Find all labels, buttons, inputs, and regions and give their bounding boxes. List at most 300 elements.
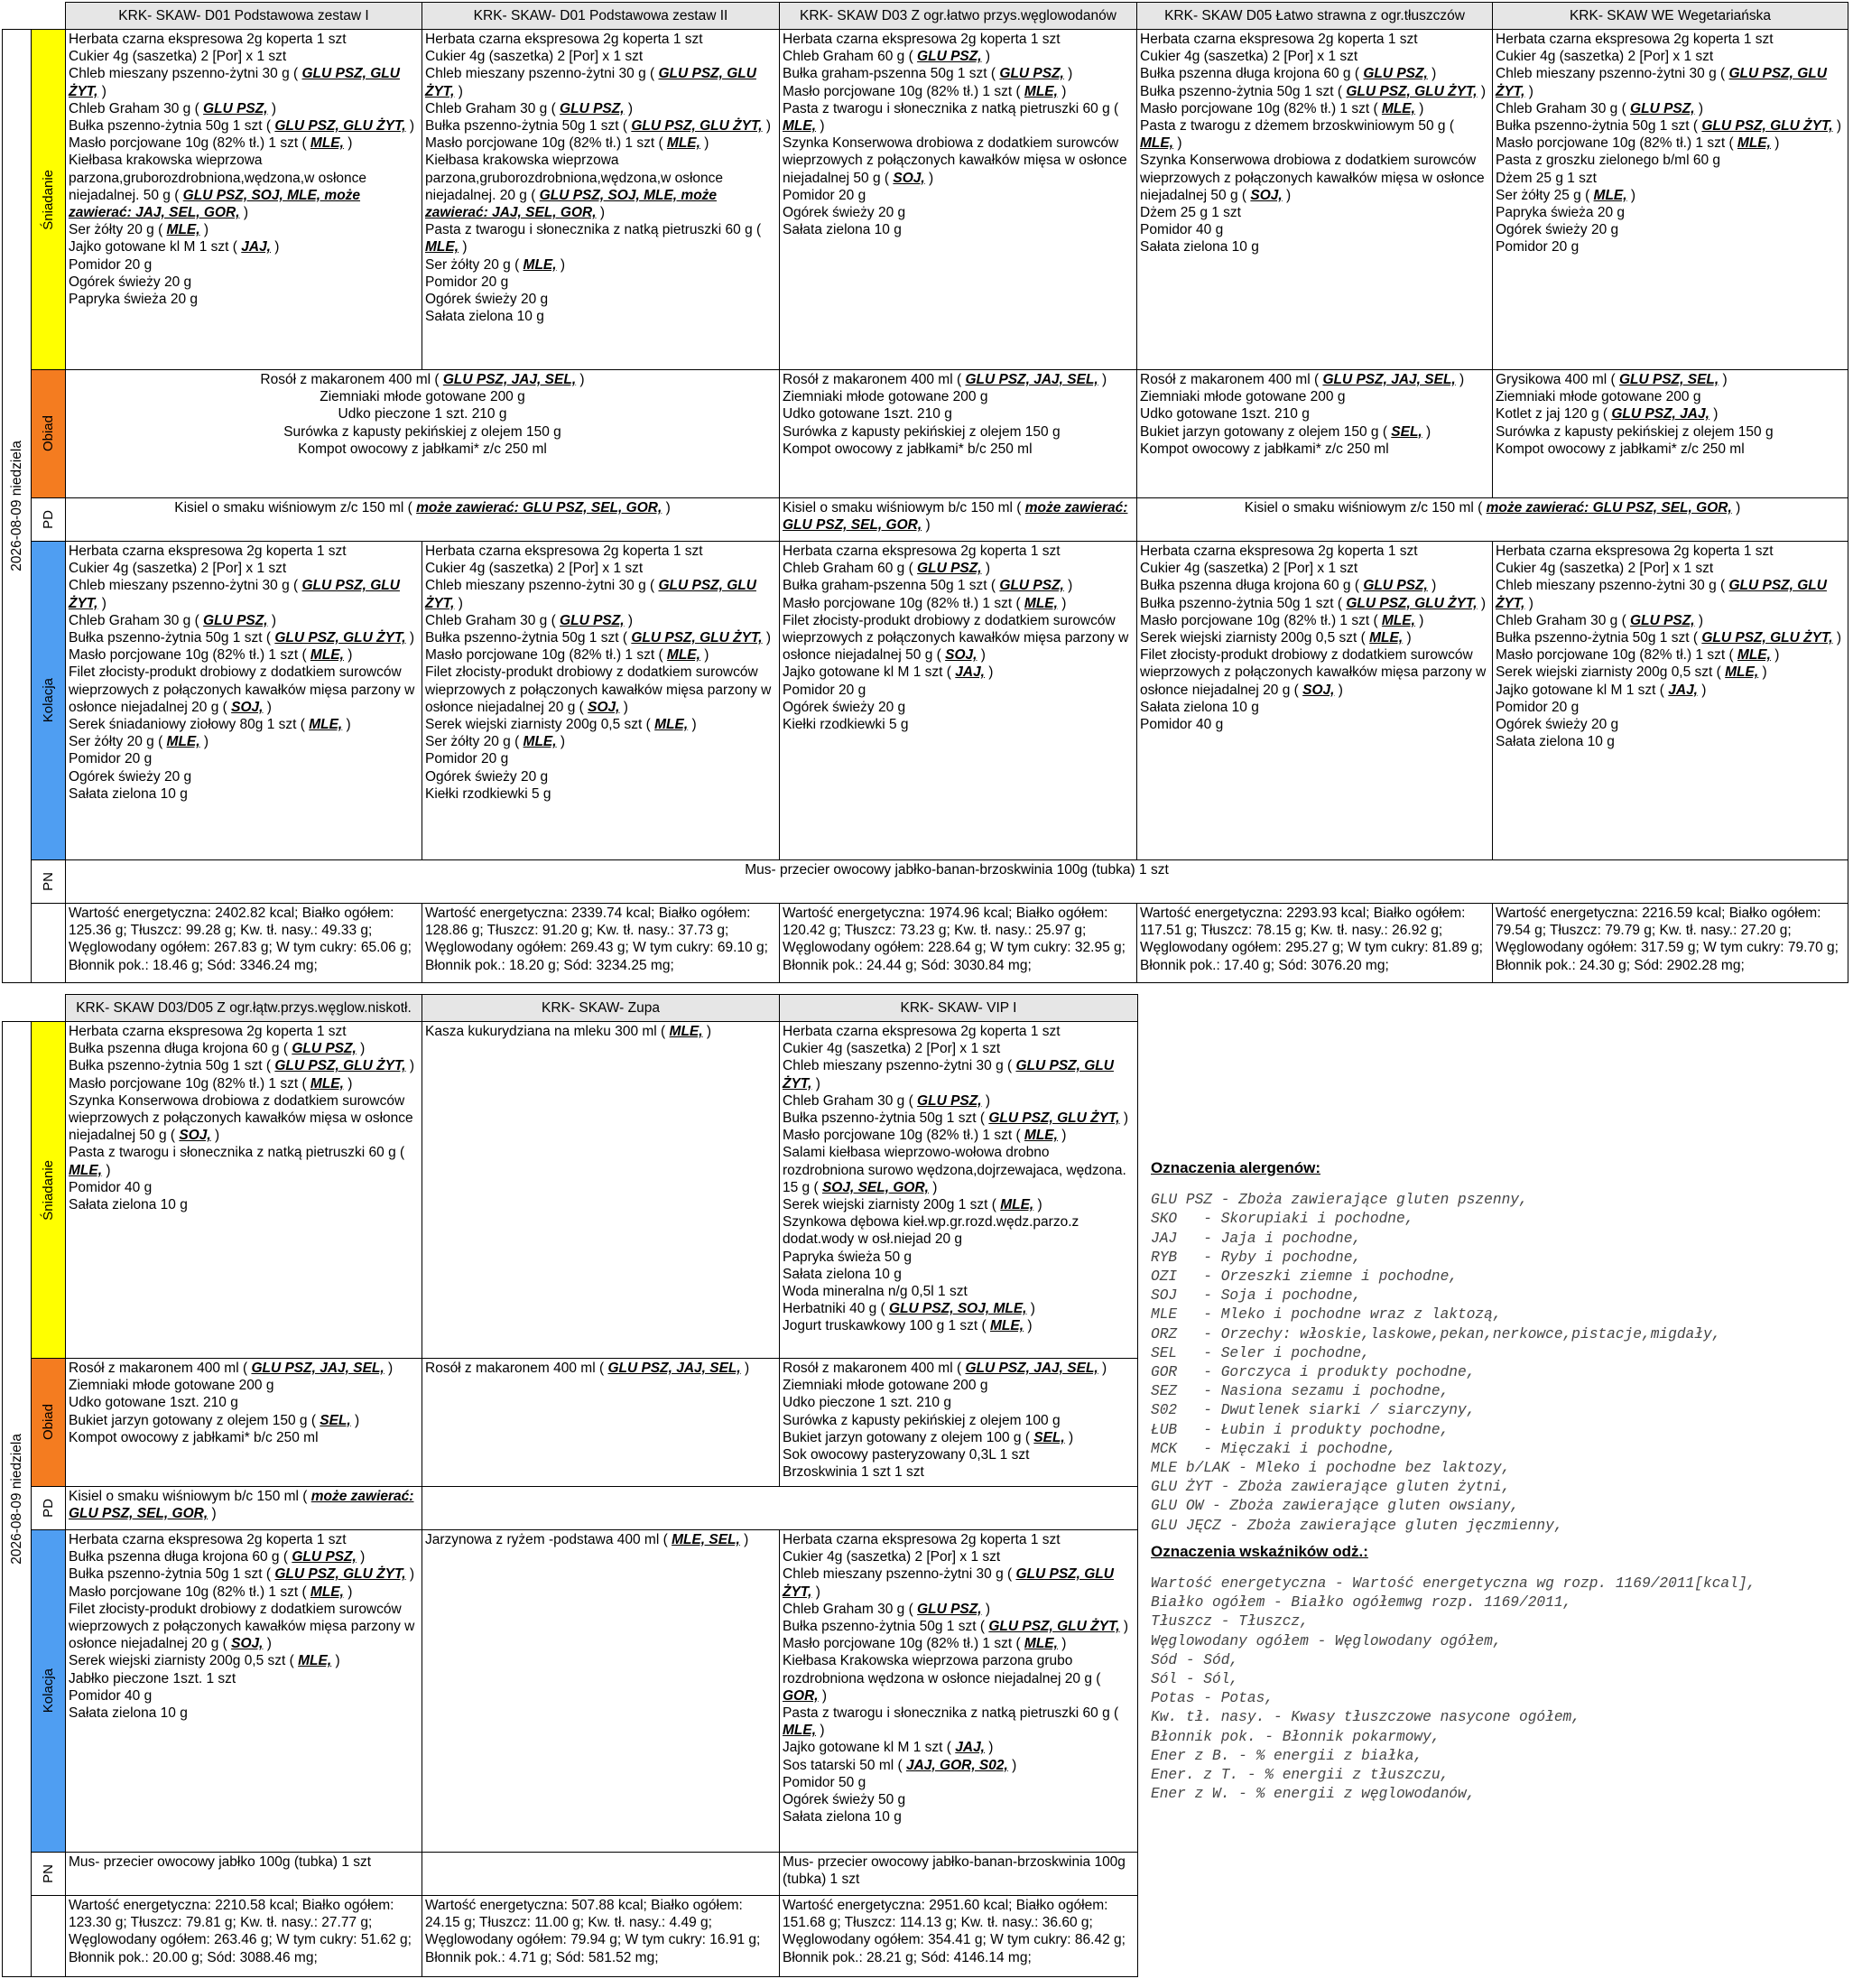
menu-item: Papryka świeża 20 g xyxy=(1496,205,1626,221)
menu-item: Serek wiejski ziarnisty 200g 0,5 szt ( MLE, ) xyxy=(425,717,697,733)
allergen-codes: GLU PSZ, JAJ, SEL, xyxy=(965,1361,1098,1376)
menu-item: Cukier 4g (saszetka) 2 [Por] x 1 szt xyxy=(1140,561,1358,577)
menu-cell xyxy=(66,30,422,370)
menu-item: Cukier 4g (saszetka) 2 [Por] x 1 szt xyxy=(1496,49,1714,65)
allergen-codes: GLU PSZ, xyxy=(917,1601,982,1617)
allergen-codes: może zawierać: GLU PSZ, SEL, GOR, xyxy=(69,1489,414,1522)
menu-item: Bułka pszenna długa krojona 60 g ( GLU PSZ, ) xyxy=(1140,66,1437,82)
menu-item: Sok owocowy pasteryzowany 0,3L 1 szt xyxy=(783,1447,1030,1463)
allergen-codes: GLU PSZ, xyxy=(203,612,268,628)
menu-item: Filet złocisty-produkt drobiowy z dodatkiem surowców wieprzowych z połączonych kawałków mięsa parzony w osłonce niejadalnej 20 g ( SOJ, ) xyxy=(425,664,772,715)
menu-item: Herbata czarna ekspresowa 2g koperta 1 szt xyxy=(783,543,1061,559)
legend-entry: MCK - Mięczaki i pochodne, xyxy=(1151,1440,1396,1457)
allergen-codes: GLU PSZ, GLU ŻYT, xyxy=(1346,595,1478,611)
legend-entry: SKO - Skorupiaki i pochodne, xyxy=(1151,1211,1414,1228)
allergen-codes: GLU PSZ, JAJ, SEL, xyxy=(1322,372,1456,387)
menu-item: Sałata zielona 10 g xyxy=(1140,239,1259,255)
allergen-codes: GLU PSZ, GLU ŻYT, xyxy=(988,1110,1120,1127)
menu-item: Szynka Konserwowa drobiowa z dodatkiem surowców wieprzowych z połączonych kawałków mięsa w osłonce niejadalnej 50 g ( SOJ, ) xyxy=(69,1092,413,1144)
diet-header: KRK- SKAW D03 Z ogr.łatwo przys.węglowodanów xyxy=(780,3,1137,30)
menu-item: Ogórek świeży 50 g xyxy=(783,1792,906,1808)
allergen-codes: MLE, xyxy=(523,734,557,750)
menu-cell xyxy=(1493,370,1848,498)
menu-item: Serek wiejski ziarnisty 200g 0,5 szt ( MLE, ) xyxy=(1140,630,1412,646)
menu-item: Bukiet jarzyn gotowany z olejem 150 g ( SEL, ) xyxy=(69,1412,360,1428)
menu-item: Herbata czarna ekspresowa 2g koperta 1 szt xyxy=(425,543,703,559)
menu-item: Ogórek świeży 20 g xyxy=(1496,717,1619,733)
menu-item: Pomidor 20 g xyxy=(425,751,509,767)
menu-item: Chleb mieszany pszenno-żytni 30 g ( GLU PSZ, GLU ŻYT, ) xyxy=(783,1566,1114,1600)
legend-entry: GLU PSZ - Zboża zawierające gluten pszenny, xyxy=(1151,1192,1528,1209)
allergen-codes: JAJ, xyxy=(955,1740,985,1756)
menu-item: Cukier 4g (saszetka) 2 [Por] x 1 szt xyxy=(425,49,644,65)
menu-item: Bułka graham-pszenna 50g 1 szt ( GLU PSZ, ) xyxy=(783,66,1073,82)
legend-entry: Kw. tł. nasy. - Kwasy tłuszczowe nasycone ogółem, xyxy=(1151,1709,1580,1726)
menu-item: Chleb Graham 30 g ( GLU PSZ, ) xyxy=(783,1092,990,1109)
allergen-codes: GLU PSZ, GLU ŻYT, xyxy=(631,630,763,646)
menu-item: Kiełbasa Krakowska wieprzowa parzona grubo rozdrobniona wędzona w osłonce niejadalnej 20 g ( GOR, ) xyxy=(783,1653,1101,1704)
allergen-codes: MLE, xyxy=(783,118,817,135)
menu-item: Bułka pszenno-żytnia 50g 1 szt ( GLU PSZ, GLU ŻYT, ) xyxy=(1496,630,1842,646)
meal-label-pn: PN xyxy=(32,1853,66,1896)
allergen-codes: GLU PSZ, xyxy=(1363,66,1428,82)
menu-item: Herbata czarna ekspresowa 2g koperta 1 szt xyxy=(1140,543,1418,559)
legend-entry: SEL - Seler i pochodne, xyxy=(1151,1344,1370,1361)
menu-item: Sałata zielona 10 g xyxy=(783,1266,902,1282)
menu-item: Serek śniadaniowy ziołowy 80g 1 szt ( MLE, ) xyxy=(69,717,351,733)
menu-item: Cukier 4g (saszetka) 2 [Por] x 1 szt xyxy=(69,49,287,65)
menu-item: Filet złocisty-produkt drobiowy z dodatkiem surowców wieprzowych z połączonych kawałków mięsa parzony w osłonce niejadalnej 50 g ( SOJ, ) xyxy=(783,612,1129,664)
menu-item: Ziemniaki młode gotowane 200 g xyxy=(320,389,525,405)
legend-entry: JAJ - Jaja i pochodne, xyxy=(1151,1230,1362,1247)
menu-item: Pasta z groszku zielonego b/ml 60 g xyxy=(1496,153,1720,169)
menu-item: Masło porcjowane 10g (82% tł.) 1 szt ( MLE, ) xyxy=(425,647,709,664)
menu-item: Pasta z twarogu i słonecznika z natką pietruszki 60 g ( MLE, ) xyxy=(69,1145,405,1178)
allergen-codes: MLE, xyxy=(1381,612,1415,628)
menu-item: Masło porcjowane 10g (82% tł.) 1 szt ( MLE, ) xyxy=(69,647,353,664)
meal-label-pd: PD xyxy=(32,1487,66,1530)
allergen-codes: GLU PSZ, JAJ, SEL, xyxy=(442,372,577,387)
menu-item: Jajko gotowane kl M 1 szt ( JAJ, ) xyxy=(783,1740,994,1756)
menu-item: Szynka Konserwowa drobiowa z dodatkiem surowców wieprzowych z połączonych kawałków mięsa w osłonce niejadalnej 50 g ( SOJ, ) xyxy=(1140,153,1485,203)
menu-cell xyxy=(422,1530,780,1853)
allergen-codes: MLE, xyxy=(298,1653,332,1669)
allergen-codes: MLE, xyxy=(666,647,700,664)
meal-label-obiad: Obiad xyxy=(32,370,66,498)
menu-item: Jarzynowa z ryżem -podstawa 400 ml ( MLE, SEL, ) xyxy=(425,1532,749,1547)
menu-item: Ziemniaki młode gotowane 200 g xyxy=(1140,389,1346,405)
allergen-codes: SEL, xyxy=(1391,423,1422,440)
nutrition-label-cell xyxy=(32,1896,66,1977)
menu-item: Rosół z makaronem 400 ml ( GLU PSZ, JAJ, SEL, ) xyxy=(69,1361,394,1376)
menu-cell xyxy=(1493,542,1848,860)
menu-item: Bułka pszenna długa krojona 60 g ( GLU PSZ, ) xyxy=(69,1549,366,1565)
allergen-codes: SOJ, xyxy=(1250,187,1283,203)
allergen-codes: SOJ, xyxy=(179,1128,211,1144)
allergen-codes: MLE, xyxy=(310,135,344,152)
menu-item: Ziemniaki młode gotowane 200 g xyxy=(783,389,988,405)
menu-item: Sałata zielona 10 g xyxy=(1496,734,1615,750)
allergen-codes: GLU PSZ, JAJ, SEL, xyxy=(965,372,1098,387)
menu-item: Chleb Graham 60 g ( GLU PSZ, ) xyxy=(783,561,990,577)
allergen-codes: GLU PSZ, GLU ŻYT, xyxy=(783,1566,1114,1600)
menu-item: Kompot owocowy z jabłkami* b/c 250 ml xyxy=(783,441,1033,457)
menu-item: Surówka z kapusty pekińskiej z olejem 100 g xyxy=(783,1412,1061,1428)
allergen-legend-title: Oznaczenia alergenów: xyxy=(1151,1159,1320,1176)
legend-entry: Ener. z T. - % energii z tłuszczu, xyxy=(1151,1767,1450,1784)
menu-item: Rosół z makaronem 400 ml ( GLU PSZ, JAJ, SEL, ) xyxy=(783,372,1107,387)
menu-item: Pomidor 20 g xyxy=(69,256,153,273)
menu-cell xyxy=(780,370,1137,498)
diet-header: KRK- SKAW- VIP I xyxy=(780,995,1138,1022)
diet-header: KRK- SKAW- Zupa xyxy=(422,995,780,1022)
menu-item: Kiełbasa krakowska wieprzowa parzona,gruborozdrobniona,wędzona,w osłonce niejadalnej. 50 g ( GLU PSZ, SOJ, MLE, może zawierać: JAJ, SEL, GOR, ) xyxy=(69,153,367,221)
menu-item: Masło porcjowane 10g (82% tł.) 1 szt ( MLE, ) xyxy=(783,1636,1067,1652)
date-label: 2026-08-09 niedziela xyxy=(8,441,24,571)
menu-item: Udko gotowane 1szt. 210 g xyxy=(1140,406,1310,423)
allergen-codes: GLU PSZ, GLU ŻYT, xyxy=(783,1058,1114,1092)
menu-cell xyxy=(1493,30,1848,370)
allergen-codes: GLU PSZ, xyxy=(1630,100,1695,116)
menu-item: Pomidor 40 g xyxy=(69,1179,153,1195)
menu-cell xyxy=(780,1022,1138,1359)
menu-item: Dżem 25 g 1 szt xyxy=(1140,205,1241,221)
menu-item: Cukier 4g (saszetka) 2 [Por] x 1 szt xyxy=(425,561,644,577)
allergen-codes: GLU PSZ, SOJ, MLE, może zawierać: JAJ, SEL, GOR, xyxy=(425,187,718,221)
menu-item: Pomidor 20 g xyxy=(69,751,153,767)
menu-item: Kasza kukurydziana na mleku 300 ml ( MLE, ) xyxy=(425,1024,712,1039)
allergen-codes: GLU PSZ, xyxy=(1363,578,1428,594)
menu-item: Masło porcjowane 10g (82% tł.) 1 szt ( MLE, ) xyxy=(783,1128,1067,1144)
menu-item: Herbata czarna ekspresowa 2g koperta 1 szt xyxy=(1140,32,1418,47)
menu-item: Kompot owocowy z jabłkami* z/c 250 ml xyxy=(1496,441,1745,457)
allergen-codes: MLE, xyxy=(1737,647,1771,664)
allergen-codes: JAJ, xyxy=(241,239,271,255)
allergen-codes: GLU PSZ, xyxy=(917,49,982,65)
allergen-codes: MLE, xyxy=(1000,1197,1034,1213)
allergen-codes: GLU PSZ, GLU ŻYT, xyxy=(425,578,756,611)
menu-item: Udko pieczone 1 szt. 210 g xyxy=(338,406,507,423)
menu-cell-empty xyxy=(422,1487,1138,1530)
allergen-codes: GLU PSZ, xyxy=(203,100,268,116)
nutrition-cell: Wartość energetyczna: 2951.60 kcal; Białko ogółem: 151.68 g; Tłuszcz: 114.13 g; Kw. tł. nasy.: 36.60 g; Węglowodany ogółem: 354.41 g; W tym cukry: 86.42 g; Błonnik pok.: 28.21 g; Sód: 4146.14 mg; xyxy=(780,1896,1138,1977)
menu-cell xyxy=(780,1530,1138,1853)
menu-cell: Kisiel o smaku wiśniowym z/c 150 ml ( może zawierać: GLU PSZ, SEL, GOR, ) xyxy=(1137,498,1848,542)
menu-item: Chleb Graham 60 g ( GLU PSZ, ) xyxy=(783,49,990,65)
menu-item: Kiełki rzodkiewki 5 g xyxy=(783,717,909,733)
menu-item: Masło porcjowane 10g (82% tł.) 1 szt ( MLE, ) xyxy=(1496,647,1780,664)
allergen-codes: GLU PSZ, GLU ŻYT, xyxy=(274,630,406,646)
menu-item: Kiełbasa krakowska wieprzowa parzona,gruborozdrobniona,wędzona,w osłonce niejadalnej. 20 g ( GLU PSZ, SOJ, MLE, może zawierać: JAJ, SEL, GOR, ) xyxy=(425,153,724,221)
allergen-codes: MLE, xyxy=(990,1318,1024,1334)
menu-item: Herbata czarna ekspresowa 2g koperta 1 szt xyxy=(783,32,1061,47)
menu-item: Sos tatarski 50 ml ( JAJ, GOR, S02, ) xyxy=(783,1757,1017,1773)
allergen-codes: GLU PSZ, xyxy=(999,66,1064,82)
menu-cell xyxy=(422,1853,780,1896)
allergen-codes: może zawierać: GLU PSZ, SEL, GOR, xyxy=(416,500,662,516)
menu-item: Herbata czarna ekspresowa 2g koperta 1 szt xyxy=(1496,32,1774,47)
allergen-codes: MLE, xyxy=(310,1584,344,1600)
menu-item: Herbata czarna ekspresowa 2g koperta 1 szt xyxy=(1496,543,1774,559)
menu-item: Kompot owocowy z jabłkami* z/c 250 ml xyxy=(298,441,547,457)
legend-entry: MLE - Mleko i pochodne wraz z laktozą, xyxy=(1151,1306,1502,1324)
date-label-cell xyxy=(3,30,32,983)
menu-cell: Mus- przecier owocowy jabłko-banan-brzoskwinia 100g (tubka) 1 szt xyxy=(66,860,1848,904)
menu-item: Herbata czarna ekspresowa 2g koperta 1 szt xyxy=(69,1532,347,1547)
menu-item: Grysikowa 400 ml ( GLU PSZ, SEL, ) xyxy=(1496,372,1728,387)
menu-item: Sałata zielona 10 g xyxy=(69,1705,188,1722)
menu-item: Pomidor 20 g xyxy=(1496,239,1580,255)
menu-item: Ogórek świeży 20 g xyxy=(1496,222,1619,238)
legend-entry: MLE b/LAK - Mleko i pochodne bez laktozy, xyxy=(1151,1460,1511,1477)
meal-label-kolacja: Kolacja xyxy=(32,1530,66,1853)
allergen-codes: GLU PSZ, GLU ŻYT, xyxy=(274,118,406,135)
menu-item: Herbata czarna ekspresowa 2g koperta 1 szt xyxy=(783,1024,1061,1039)
menu-cell xyxy=(422,542,780,860)
menu-item: Filet złocisty-produkt drobiowy z dodatkiem surowców wieprzowych z połączonych kawałków mięsa parzony w osłonce niejadalnej 20 g ( SOJ, ) xyxy=(69,1601,415,1652)
menu-item: Cukier 4g (saszetka) 2 [Por] x 1 szt xyxy=(1140,49,1358,65)
menu-item: Ogórek świeży 20 g xyxy=(783,699,906,715)
menu-item: Woda mineralna n/g 0,5l 1 szt xyxy=(783,1284,968,1300)
menu-item: Bułka pszenno-żytnia 50g 1 szt ( GLU PSZ, GLU ŻYT, ) xyxy=(69,1566,415,1583)
menu-item: Jabłko pieczone 1szt. 1 szt xyxy=(69,1670,236,1686)
allergen-codes: SOJ, xyxy=(1302,682,1335,698)
menu-item: Bukiet jarzyn gotowany z olejem 100 g ( SEL, ) xyxy=(783,1429,1074,1445)
legend-entry: GLU OW - Zboża zawierające gluten owsiany, xyxy=(1151,1498,1519,1515)
menu-item: Masło porcjowane 10g (82% tł.) 1 szt ( MLE, ) xyxy=(1140,612,1424,628)
menu-item: Filet złocisty-produkt drobiowy z dodatkiem surowców wieprzowych z połączonych kawałków mięsa parzony w osłonce niejadalnej 20 g ( SOJ, ) xyxy=(1140,647,1487,698)
menu-item: Bułka pszenno-żytnia 50g 1 szt ( GLU PSZ, GLU ŻYT, ) xyxy=(1496,118,1842,135)
menu-item: Ziemniaki młode gotowane 200 g xyxy=(1496,389,1701,405)
allergen-codes: JAJ, xyxy=(955,664,985,681)
allergen-codes: MLE, xyxy=(1024,595,1058,611)
menu-item: Ser żółty 20 g ( MLE, ) xyxy=(425,734,566,750)
allergen-codes: MLE, xyxy=(1369,630,1404,646)
menu-item: Chleb mieszany pszenno-żytni 30 g ( GLU PSZ, GLU ŻYT, ) xyxy=(1496,66,1827,99)
menu-item: Sałata zielona 10 g xyxy=(69,785,188,802)
allergen-codes: SOJ, xyxy=(945,647,977,664)
menu-item: Ser żółty 20 g ( MLE, ) xyxy=(425,256,566,273)
allergen-codes: MLE, SEL, xyxy=(672,1532,740,1547)
allergen-legend-list xyxy=(1151,1191,1846,1536)
menu-item: Chleb Graham 30 g ( GLU PSZ, ) xyxy=(425,100,633,116)
legend-entry: SOJ - Soja i pochodne, xyxy=(1151,1287,1362,1305)
menu-item: Pomidor 40 g xyxy=(1140,222,1224,238)
legend-entry: Tłuszcz - Tłuszcz, xyxy=(1151,1613,1309,1630)
menu-item: Masło porcjowane 10g (82% tł.) 1 szt ( MLE, ) xyxy=(69,1075,353,1092)
allergen-codes: JAJ, xyxy=(1668,682,1698,698)
legend-entry: RYB - Ryby i pochodne, xyxy=(1151,1249,1362,1266)
legend-entry: Wartość energetyczna - Wartość energetyczna wg rozp. 1169/2011[kcal], xyxy=(1151,1575,1756,1593)
allergen-codes: GLU PSZ, GLU ŻYT, xyxy=(1701,118,1833,135)
menu-item: Dżem 25 g 1 szt xyxy=(1496,170,1597,186)
menu-item: Ziemniaki młode gotowane 200 g xyxy=(783,1378,988,1394)
allergen-codes: SOJ, xyxy=(231,699,264,715)
menu-item: Masło porcjowane 10g (82% tł.) 1 szt ( MLE, ) xyxy=(783,595,1067,611)
legend-entry: Sól - Sól, xyxy=(1151,1671,1239,1688)
allergen-codes: GLU PSZ, xyxy=(917,561,982,577)
menu-item: Chleb Graham 30 g ( GLU PSZ, ) xyxy=(1496,100,1703,116)
allergen-codes: MLE, xyxy=(1140,135,1174,152)
menu-cell xyxy=(66,1359,422,1487)
menu-item: Surówka z kapusty pekińskiej z olejem 150 g xyxy=(783,423,1061,440)
menu-item: Ogórek świeży 20 g xyxy=(783,205,906,221)
menu-item: Chleb mieszany pszenno-żytni 30 g ( GLU PSZ, GLU ŻYT, ) xyxy=(425,578,756,611)
menu-item: Sałata zielona 10 g xyxy=(783,1809,902,1825)
menu-item: Chleb Graham 30 g ( GLU PSZ, ) xyxy=(69,100,276,116)
menu-item: Szynkowa dębowa kieł.wp.gr.rozd.wędz.parzo.z dodat.wody w osł.niejad 20 g xyxy=(783,1214,1079,1248)
menu-item: Pasta z twarogu i słonecznika z natką pietruszki 60 g ( MLE, ) xyxy=(425,222,762,255)
menu-item: Chleb Graham 30 g ( GLU PSZ, ) xyxy=(783,1601,990,1617)
meal-label-sniadanie: Śniadanie xyxy=(32,30,66,370)
menu-item: Cukier 4g (saszetka) 2 [Por] x 1 szt xyxy=(1496,561,1714,577)
legend-entry: Potas - Potas, xyxy=(1151,1690,1274,1707)
menu-item: Surówka z kapusty pekińskiej z olejem 150 g xyxy=(283,423,561,440)
nutrition-label-cell xyxy=(32,904,66,983)
allergen-codes: MLE, xyxy=(1024,83,1058,99)
allergen-codes: MLE, xyxy=(1024,1128,1058,1144)
meal-label-pd: PD xyxy=(32,498,66,542)
allergen-codes: GLU PSZ, GLU ŻYT, xyxy=(274,1566,406,1583)
nutrition-cell: Wartość energetyczna: 507.88 kcal; Białko ogółem: 24.15 g; Tłuszcz: 11.00 g; Kw. tł. nasy.: 4.49 g; Węglowodany ogółem: 79.94 g; W tym cukry: 16.91 g; Błonnik pok.: 4.71 g; Sód: 581.52 mg; xyxy=(422,1896,780,1977)
menu-item: Pomidor 20 g xyxy=(783,682,866,698)
allergen-codes: MLE, xyxy=(783,1723,817,1739)
diet-header: KRK- SKAW- D01 Podstawowa zestaw I xyxy=(66,3,422,30)
bottom-menu-table xyxy=(2,994,1138,1977)
menu-item: Serek wiejski ziarnisty 200g 1 szt ( MLE, ) xyxy=(783,1197,1042,1213)
menu-cell xyxy=(66,542,422,860)
menu-item: Bułka pszenna długa krojona 60 g ( GLU PSZ, ) xyxy=(1140,578,1437,594)
menu-item: Jajko gotowane kl M 1 szt ( JAJ, ) xyxy=(69,239,280,255)
menu-item: Bułka pszenno-żytnia 50g 1 szt ( GLU PSZ, GLU ŻYT, ) xyxy=(69,1058,415,1074)
menu-item: Serek wiejski ziarnisty 200g 0,5 szt ( MLE, ) xyxy=(69,1653,340,1669)
allergen-codes: GLU PSZ, xyxy=(292,1041,357,1057)
menu-item: Bułka pszenno-żytnia 50g 1 szt ( GLU PSZ, GLU ŻYT, ) xyxy=(783,1110,1129,1127)
menu-item: Masło porcjowane 10g (82% tł.) 1 szt ( MLE, ) xyxy=(69,135,353,152)
menu-item: Bukiet jarzyn gotowany z olejem 150 g ( SEL, ) xyxy=(1140,423,1431,440)
menu-item: Herbata czarna ekspresowa 2g koperta 1 szt xyxy=(783,1532,1061,1547)
menu-item: Sałata zielona 10 g xyxy=(425,309,544,325)
nutrition-cell: Wartość energetyczna: 2210.58 kcal; Białko ogółem: 123.30 g; Tłuszcz: 79.81 g; Kw. tł. nasy.: 27.77 g; Węglowodany ogółem: 263.46 g; W tym cukry: 51.62 g; Błonnik pok.: 20.00 g; Sód: 3088.46 mg; xyxy=(66,1896,422,1977)
menu-cell: Mus- przecier owocowy jabłko-banan-brzoskwinia 100g (tubka) 1 szt xyxy=(780,1853,1138,1896)
menu-item: Chleb mieszany pszenno-żytni 30 g ( GLU PSZ, GLU ŻYT, ) xyxy=(783,1058,1114,1092)
allergen-codes: MLE, xyxy=(1593,187,1627,203)
menu-item: Herbatniki 40 g ( GLU PSZ, SOJ, MLE, ) xyxy=(783,1301,1035,1317)
menu-item: Pomidor 50 g xyxy=(783,1774,866,1790)
menu-item: Jajko gotowane kl M 1 szt ( JAJ, ) xyxy=(783,664,994,681)
menu-item: Cukier 4g (saszetka) 2 [Por] x 1 szt xyxy=(783,1549,1001,1565)
menu-item: Ogórek świeży 20 g xyxy=(425,292,549,308)
menu-item: Udko gotowane 1szt. 210 g xyxy=(69,1395,238,1411)
legend-entry: GLU ŻYT - Zboża zawierające gluten żytni, xyxy=(1151,1479,1511,1496)
diet-header: KRK- SKAW WE Wegetariańska xyxy=(1493,3,1848,30)
legend-entry: Węglowodany ogółem - Węglowodany ogółem, xyxy=(1151,1632,1502,1649)
menu-item: Chleb Graham 30 g ( GLU PSZ, ) xyxy=(1496,612,1703,628)
allergen-codes: GLU PSZ, SOJ, MLE, może zawierać: JAJ, SEL, GOR, xyxy=(69,187,361,221)
menu-cell xyxy=(422,30,780,370)
menu-cell: Mus- przecier owocowy jabłko 100g (tubka) 1 szt xyxy=(66,1853,422,1896)
menu-item: Bułka pszenno-żytnia 50g 1 szt ( GLU PSZ, GLU ŻYT, ) xyxy=(1140,83,1487,99)
allergen-codes: GLU PSZ, GLU ŻYT, xyxy=(69,578,400,611)
menu-item: Herbata czarna ekspresowa 2g koperta 1 szt xyxy=(425,32,703,47)
menu-cell xyxy=(780,1359,1138,1487)
allergen-codes: MLE, xyxy=(425,239,459,255)
menu-item: Filet złocisty-produkt drobiowy z dodatkiem surowców wieprzowych z połączonych kawałków mięsa parzony w osłonce niejadalnej 20 g ( SOJ, ) xyxy=(69,664,415,715)
menu-item: Chleb mieszany pszenno-żytni 30 g ( GLU PSZ, GLU ŻYT, ) xyxy=(69,578,400,611)
allergen-codes: GLU PSZ, GLU ŻYT, xyxy=(69,66,400,99)
menu-item: Chleb Graham 30 g ( GLU PSZ, ) xyxy=(69,612,276,628)
legend-entry: S02 - Dwutlenek siarki / siarczyny, xyxy=(1151,1402,1476,1419)
nutrition-cell: Wartość energetyczna: 2402.82 kcal; Białko ogółem: 125.36 g; Tłuszcz: 99.28 g; Kw. tł. nasy.: 49.33 g; Węglowodany ogółem: 267.83 g; W tym cukry: 65.06 g; Błonnik pok.: 18.46 g; Sód: 3346.24 mg; xyxy=(66,904,422,983)
menu-cell: Kisiel o smaku wiśniowym b/c 150 ml ( może zawierać: GLU PSZ, SEL, GOR, ) xyxy=(66,1487,422,1530)
legend-entry: OZI - Orzeszki ziemne i pochodne, xyxy=(1151,1268,1458,1286)
indicator-legend-title: Oznaczenia wskaźników odż.: xyxy=(1151,1542,1368,1560)
allergen-codes: GLU PSZ, JAJ, SEL, xyxy=(251,1361,384,1376)
allergen-codes: SEL, xyxy=(1033,1429,1065,1445)
menu-item: Jogurt truskawkowy 100 g 1 szt ( MLE, ) xyxy=(783,1318,1033,1334)
allergen-codes: GLU PSZ, GLU ŻYT, xyxy=(1701,630,1833,646)
allergen-codes: GLU PSZ, SEL, xyxy=(1618,372,1719,387)
nutrition-cell: Wartość energetyczna: 2293.93 kcal; Białko ogółem: 117.51 g; Tłuszcz: 78.15 g; Kw. tł. nasy.: 26.92 g; Węglowodany ogółem: 295.27 g; W tym cukry: 81.89 g; Błonnik pok.: 17.40 g; Sód: 3076.20 mg; xyxy=(1137,904,1493,983)
legend xyxy=(1151,1159,1846,1805)
legend-entry: ORZ - Orzechy: włoskie,laskowe,pekan,nerkowce,pistacje,migdały, xyxy=(1151,1325,1721,1342)
menu-item: Bułka pszenno-żytnia 50g 1 szt ( GLU PSZ, GLU ŻYT, ) xyxy=(1140,595,1487,611)
menu-item: Chleb mieszany pszenno-żytni 30 g ( GLU PSZ, GLU ŻYT, ) xyxy=(425,66,756,99)
menu-cell xyxy=(66,1022,422,1359)
allergen-codes: SOJ, xyxy=(588,699,620,715)
menu-item: Ser żółty 25 g ( MLE, ) xyxy=(1496,187,1636,203)
menu-cell xyxy=(1137,30,1493,370)
menu-item: Bułka pszenno-żytnia 50g 1 szt ( GLU PSZ, GLU ŻYT, ) xyxy=(69,630,415,646)
allergen-codes: SEL, xyxy=(320,1412,351,1428)
menu-item: Salami kiełbasa wieprzowo-wołowa drobno rozdrobniona surowo wędzona,dojrzewajaca, wędzona. 15 g ( SOJ, SEL, GOR, ) xyxy=(783,1145,1126,1195)
menu-cell: Kisiel o smaku wiśniowym z/c 150 ml ( może zawierać: GLU PSZ, SEL, GOR, ) xyxy=(66,498,780,542)
menu-item: Szynka Konserwowa drobiowa z dodatkiem surowców wieprzowych z połączonych kawałków mięsa w osłonce niejadalnej 50 g ( SOJ, ) xyxy=(783,135,1127,186)
menu-item: Ser żółty 20 g ( MLE, ) xyxy=(69,734,209,750)
menu-cell xyxy=(66,1530,422,1853)
menu-item: Masło porcjowane 10g (82% tł.) 1 szt ( MLE, ) xyxy=(425,135,709,152)
meal-label-kolacja: Kolacja xyxy=(32,542,66,860)
menu-item: Cukier 4g (saszetka) 2 [Por] x 1 szt xyxy=(783,1041,1001,1057)
allergen-codes: GLU PSZ, xyxy=(560,100,625,116)
menu-item: Pasta z twarogu i słonecznika z natką pietruszki 60 g ( MLE, ) xyxy=(783,100,1119,135)
menu-item: Bułka pszenna długa krojona 60 g ( GLU PSZ, ) xyxy=(69,1041,366,1057)
menu-item: Kompot owocowy z jabłkami* b/c 250 ml xyxy=(69,1429,319,1445)
allergen-codes: może zawierać: GLU PSZ, SEL, GOR, xyxy=(783,500,1128,534)
date-label: 2026-08-09 niedziela xyxy=(8,1434,24,1565)
menu-item: Papryka świeża 20 g xyxy=(69,292,199,308)
menu-item: Rosół z makaronem 400 ml ( GLU PSZ, JAJ, SEL, ) xyxy=(425,1361,750,1376)
legend-entry: SEZ - Nasiona sezamu i pochodne, xyxy=(1151,1383,1450,1400)
menu-item: Udko pieczone 1 szt. 210 g xyxy=(783,1395,951,1411)
menu-item: Jajko gotowane kl M 1 szt ( JAJ, ) xyxy=(1496,682,1707,698)
menu-item: Bułka pszenno-żytnia 50g 1 szt ( GLU PSZ, GLU ŻYT, ) xyxy=(425,118,772,135)
menu-item: Pomidor 20 g xyxy=(1496,699,1580,715)
allergen-codes: MLE, xyxy=(310,1075,344,1092)
legend-entry: Ener z W. - % energii z węglowodanów, xyxy=(1151,1786,1476,1803)
menu-item: Pasta z twarogu z dżemem brzoskwiniowym 50 g ( MLE, ) xyxy=(1140,118,1455,152)
allergen-codes: MLE, xyxy=(69,1162,103,1178)
menu-item: Bułka pszenno-żytnia 50g 1 szt ( GLU PSZ, GLU ŻYT, ) xyxy=(69,118,415,135)
menu-item: Brzoskwinia 1 szt 1 szt xyxy=(783,1464,924,1481)
allergen-codes: MLE, xyxy=(1725,664,1759,681)
legend-entry: Ener z B. - % energii z białka, xyxy=(1151,1747,1423,1764)
menu-item: Herbata czarna ekspresowa 2g koperta 1 szt xyxy=(69,543,347,559)
allergen-codes: GLU PSZ, GLU ŻYT, xyxy=(631,118,763,135)
allergen-codes: GLU PSZ, GLU ŻYT, xyxy=(988,1619,1120,1635)
allergen-codes: MLE, xyxy=(310,647,344,664)
top-menu-table xyxy=(2,2,1848,983)
